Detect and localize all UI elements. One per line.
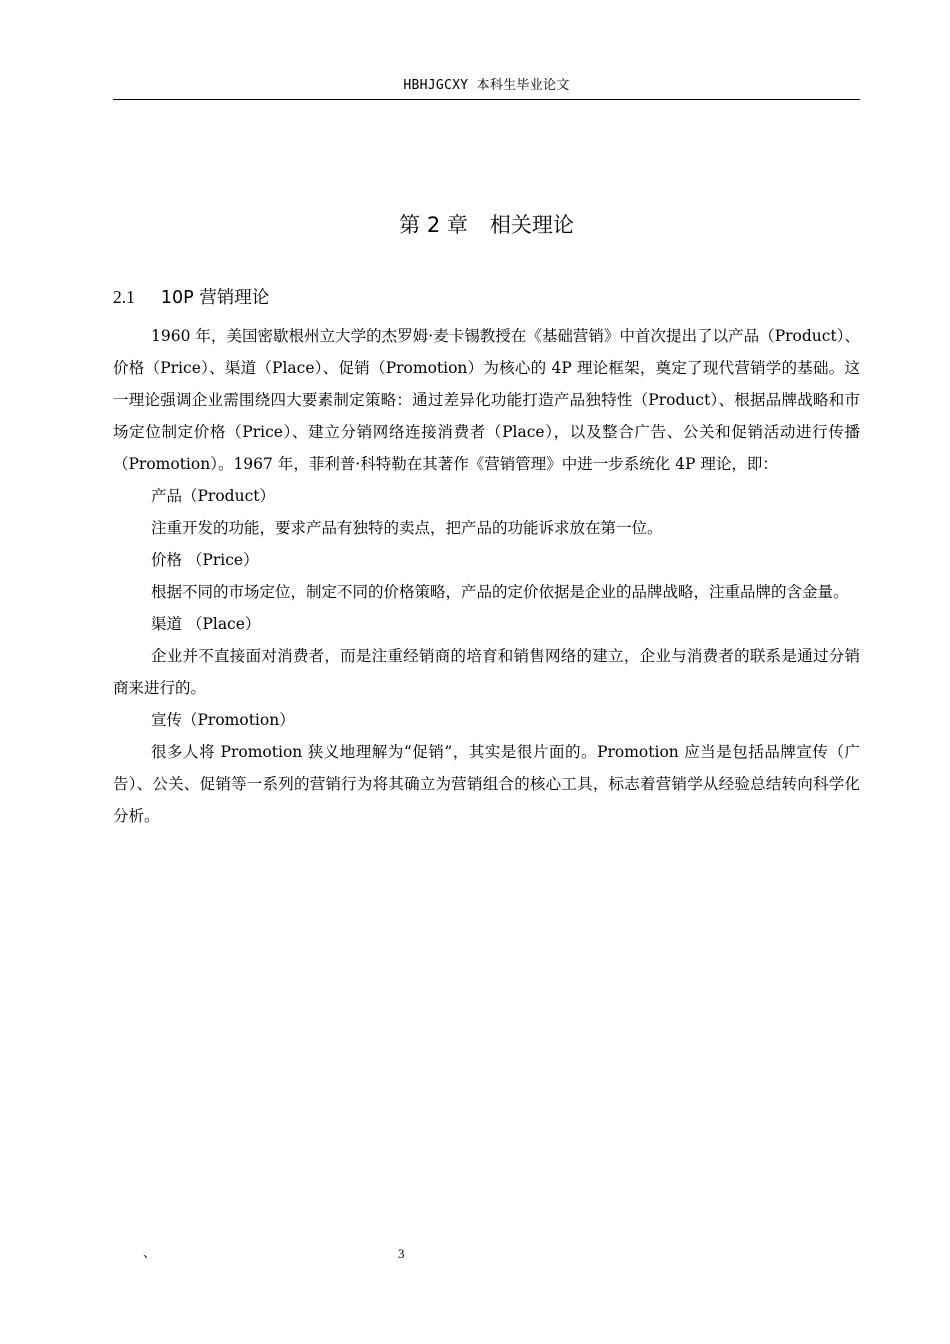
page-number: 3 bbox=[398, 1246, 405, 1261]
place-paragraph: 企业并不直接面对消费者，而是注重经销商的培育和销售网络的建立，企业与消费者的联系是通过分销商来进行的。 bbox=[113, 647, 860, 697]
footer-mark: 、 bbox=[143, 1246, 157, 1261]
promotion-label: 宣传（Promotion） bbox=[151, 711, 295, 729]
price-paragraph: 根据不同的市场定位，制定不同的价格策略，产品的定价依据是企业的品牌战略，注重品牌的含金量。 bbox=[151, 583, 849, 601]
price-label: 价格 （Price） bbox=[151, 551, 259, 569]
chapter-number: 第 2 章 bbox=[399, 213, 468, 237]
section-name: 10P 营销理论 bbox=[160, 288, 270, 308]
intro-paragraph: 1960 年，美国密歇根州立大学的杰罗姆·麦卡锡教授在《基础营销》中首次提出了以产品（Product）、价格（Price）、渠道（Place）、促销（Promotion）为核心的 4P 理论框架，奠定了现代营销学的基础。这一理论强调企业需围绕四大要素制定策略：通过差异化功能打造产品独特性（Product）、根据品牌战略和市场定位制定价格（Price）、建立分销网络连接消费者（Place），以及整合广告、公关和促销活动进行传播（Promotion）。1967 年，菲利普·科特勒在其著作《营销管理》中进一步系统化 4P 理论，即： bbox=[113, 327, 860, 473]
section-number: 2.1 bbox=[113, 287, 135, 307]
running-header: HBHJGCXY 本科生毕业论文 bbox=[403, 78, 570, 93]
chapter-title bbox=[113, 208, 860, 242]
header-divider bbox=[113, 99, 860, 100]
product-label: 产品（Product） bbox=[151, 487, 275, 505]
product-paragraph: 注重开发的功能，要求产品有独特的卖点，把产品的功能诉求放在第一位。 bbox=[151, 519, 663, 537]
chapter-name: 相关理论 bbox=[489, 213, 574, 237]
section-heading bbox=[113, 282, 269, 313]
promotion-paragraph: 很多人将 Promotion 狭义地理解为“促销”，其实是很片面的。Promotion 应当是包括品牌宣传（广告）、公关、促销等一系列的营销行为将其确立为营销组合的核心工具，标志着营销学从经验总结转向科学化分析。 bbox=[113, 743, 860, 825]
place-label: 渠道 （Place） bbox=[151, 615, 261, 633]
body-text bbox=[113, 320, 860, 832]
